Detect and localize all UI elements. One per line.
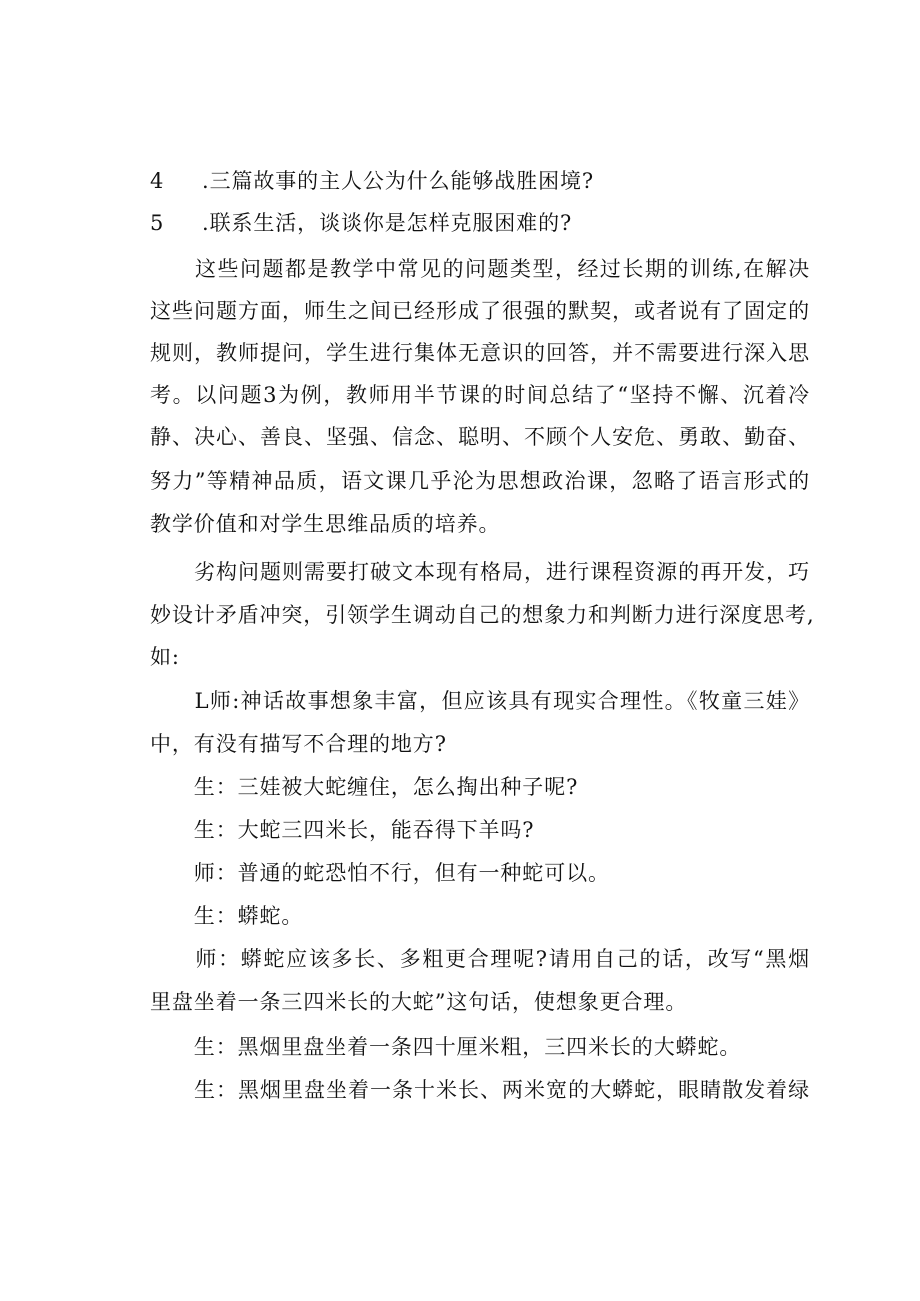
dialogue-line: 里盘坐着一条三四米长的大蛇”这句话，使想象更合理。 <box>150 990 688 1014</box>
paragraph-line: 如: <box>150 645 180 669</box>
list-item-4 <box>150 166 810 196</box>
dialogue-line: 中，有没有描写不合理的地方? <box>150 732 447 756</box>
list-text: .联系生活，谈谈你是怎样克服困难的? <box>202 211 573 235</box>
list-text: .三篇故事的主人公为什么能够战胜困境? <box>202 169 595 193</box>
dialogue-line: 生：黑烟里盘坐着一条十米长、两米宽的大蟒蛇，眼睛散发着绿 <box>150 1078 810 1102</box>
paragraph-line: 这些问题方面，师生之间已经形成了很强的默契，或者说有了固定的 <box>150 299 810 323</box>
list-item-5 <box>150 208 810 238</box>
dialogue-line: 生：蟒蛇。 <box>150 904 304 928</box>
dialogue-line: 师：蟒蛇应该多长、多粗更合理呢?请用自己的话，改写“黑烟 <box>150 947 810 971</box>
dialogue-line: 师：普通的蛇恐怕不行，但有一种蛇可以。 <box>150 861 610 885</box>
paragraph-line: 规则，教师提问，学生进行集体无意识的回答，并不需要进行深入思 <box>150 341 810 365</box>
list-number: 5 <box>150 211 165 235</box>
paragraph-line: 考。以问题3为例，教师用半节课的时间总结了“坚持不懈、沉着冷 <box>150 383 810 407</box>
paragraph-line: 这些问题都是教学中常见的问题类型，经过长期的训练,在解决 <box>150 257 810 281</box>
paragraph-line: 静、决心、善良、坚强、信念、聪明、不顾个人安危、勇敢、勤奋、 <box>150 425 810 449</box>
paragraph-line: 妙设计矛盾冲突，引领学生调动自己的想象力和判断力进行深度思考, <box>150 603 815 627</box>
paragraph-line: 教学价值和对学生思维品质的培养。 <box>150 512 501 536</box>
list-number: 4 <box>150 169 165 193</box>
paragraph-line: 努力”等精神品质，语文课几乎沦为思想政治课，忽略了语言形式的 <box>150 469 810 493</box>
dialogue-line: 生：大蛇三四米长，能吞得下羊吗? <box>150 818 535 842</box>
dialogue-line: 生：三娃被大蛇缠住，怎么掏出种子呢? <box>150 775 579 799</box>
dialogue-line: 生：黑烟里盘坐着一条四十厘米粗，三四米长的大蟒蛇。 <box>150 1035 742 1059</box>
paragraph-line: 劣构问题则需要打破文本现有格局，进行课程资源的再开发，巧 <box>150 560 810 584</box>
dialogue-line: L师:神话故事想象丰富，但应该具有现实合理性。《牧童三娃》 <box>150 689 810 713</box>
